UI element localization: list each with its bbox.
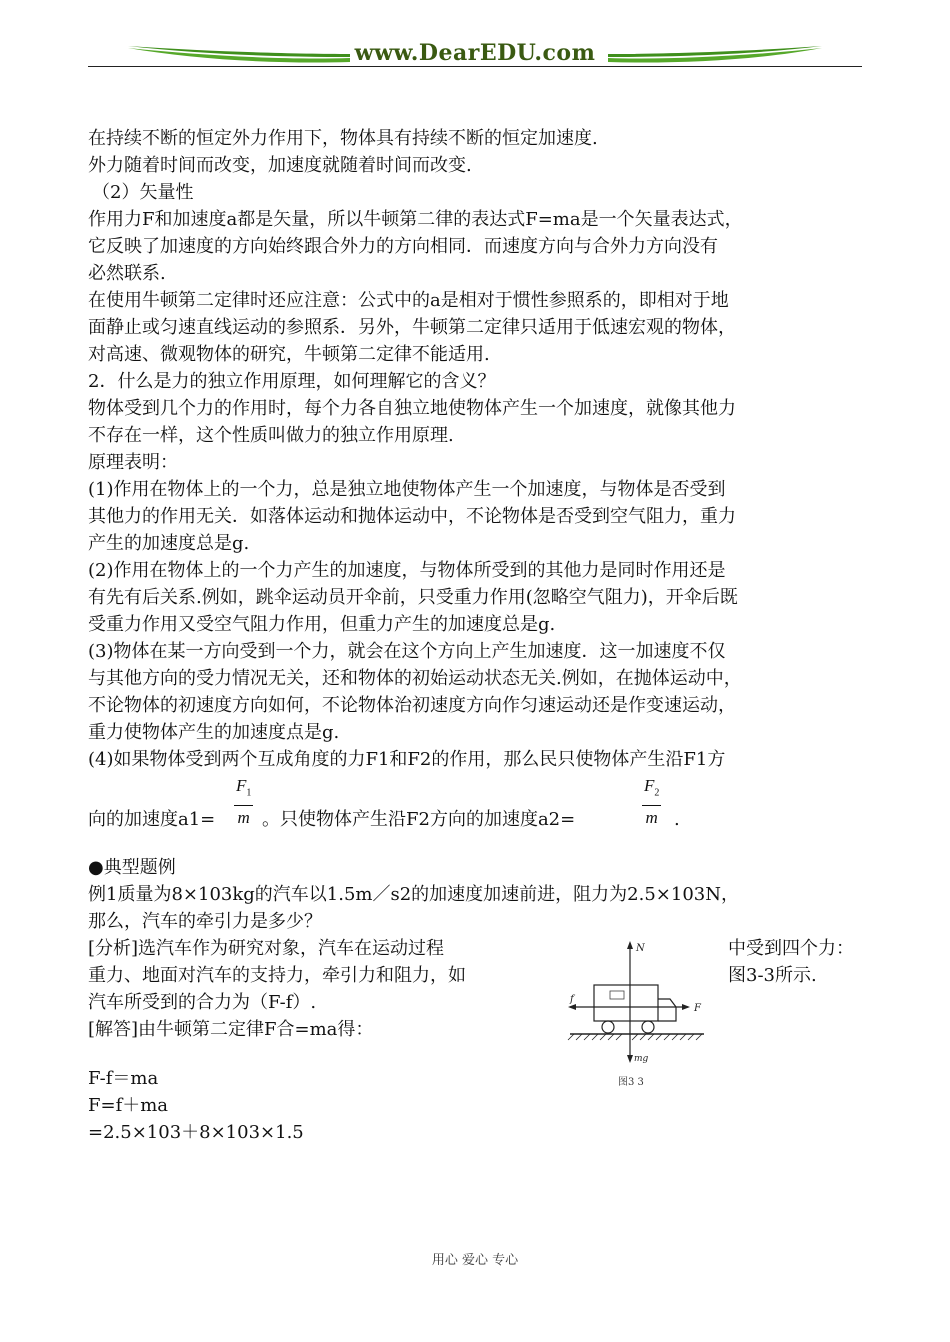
solution-line: F=f＋ma [88,1095,169,1116]
fraction-numerator: $F_2$ [642,776,661,806]
figure-caption: 图3 3 [618,1077,644,1088]
paragraph-line: 外力随着时间而改变，加速度就随着时间而改变. [88,155,472,176]
formula-line [88,776,868,834]
formula-text-a1: 向的加速度a1= [88,809,216,830]
paragraph-line: 重力使物体产生的加速度点是g. [88,722,340,743]
paragraph-line: 与其他方向的受力情况无关，还和物体的初始运动状态无关.例如，在抛体运动中， [88,668,742,689]
paragraph-line: 作用力F和加速度a都是矢量，所以牛顿第二律的表达式F=ma是一个矢量表达式， [88,209,743,230]
label-F: F [694,1003,701,1014]
analysis-line: 汽车所受到的合力为（F-f）. [88,992,317,1013]
solution-line: =2.5×103＋8×103×1.5 [88,1122,304,1143]
analysis-line: 中受到四个力： [728,938,854,959]
fraction-denominator: m [645,808,658,828]
document-body [88,125,868,1146]
paragraph-line: 必然联系. [88,263,166,284]
force-diagram-figure [564,939,724,1091]
page-footer: 用心 爱心 专心 [431,1253,519,1268]
paragraph-line: 有先有后关系.例如，跳伞运动员开伞前，只受重力作用(忽略空气阻力)，开伞后既 [88,587,738,608]
fraction-numerator: $F_1$ [234,776,253,806]
formula-text-end: . [674,809,680,830]
paragraph-line: (1)作用在物体上的一个力，总是独立地使物体产生一个加速度，与物体是否受到 [88,479,726,500]
fraction-f2-over-m [642,776,661,829]
header-rule [88,66,862,67]
paragraph-line: 对高速、微观物体的研究，牛顿第二定律不能适用. [88,344,490,365]
analysis-line: 重力、地面对汽车的支持力，牵引力和阻力，如 [88,965,466,986]
fraction-f1-over-m [234,776,253,829]
paragraph-line: 受重力作用又受空气阻力作用，但重力产生的加速度总是g. [88,614,556,635]
section-heading: ●典型题例 [88,857,176,878]
paragraph-line: 不存在一样，这个性质叫做力的独立作用原理. [88,425,454,446]
label-mg: mg [634,1054,649,1064]
paragraph-line: 原理表明： [88,452,178,473]
formula-text-a2: 。只使物体产生沿F2方向的加速度a2= [262,809,576,830]
paragraph-line: 物体受到几个力的作用时，每个力各自独立地使物体产生一个加速度，就像其他力 [88,398,736,419]
label-N: N [636,943,645,954]
site-brand-text[interactable]: www.DearEDU.com [354,40,596,66]
fraction-denominator: m [237,808,250,828]
paragraph-line: 面静止或匀速直线运动的参照系．另外，牛顿第二定律只适用于低速宏观的物体， [88,317,736,338]
example-line: 例1质量为8×103kg的汽车以1.5m／s2的加速度加速前进，阻力为2.5×103N， [88,884,739,905]
solution-heading: [解答]由牛顿第二定律F合=ma得： [88,1019,374,1040]
paragraph-line: (3)物体在某一方向受到一个力，就会在这个方向上产生加速度．这一加速度不仅 [88,641,726,662]
solution-line: F-f＝ma [88,1068,159,1089]
paragraph-line: (2)作用在物体上的一个力产生的加速度，与物体所受到的其他力是同时作用还是 [88,560,726,581]
example-line: 那么，汽车的牵引力是多少？ [88,911,322,932]
paragraph-line: 其他力的作用无关．如落体运动和抛体运动中，不论物体是否受到空气阻力，重力 [88,506,736,527]
label-f: f [570,994,574,1005]
question-heading: 2．什么是力的独立作用原理，如何理解它的含义？ [88,371,496,392]
paragraph-line: 不论物体的初速度方向如何，不论物体治初速度方向作匀速运动还是作变速运动， [88,695,736,716]
spacer [88,834,868,854]
paragraph-line: 产生的加速度总是g. [88,533,250,554]
paragraph-line: (4)如果物体受到两个互成角度的力F1和F2的作用，那么民只使物体产生沿F1方 [88,749,726,770]
paragraph-line: 在使用牛顿第二定律时还应注意：公式中的a是相对于惯性参照系的，即相对于地 [88,290,729,311]
paragraph-line: 在持续不断的恒定外力作用下，物体具有持续不断的恒定加速度. [88,128,598,149]
subheading-vector: （2）矢量性 [92,182,194,203]
analysis-line: 图3-3所示. [728,965,817,986]
paragraph-line: 它反映了加速度的方向始终跟合外力的方向相同．而速度方向与合外力方向没有 [88,236,718,257]
analysis-line: [分析]选汽车作为研究对象，汽车在运动过程 [88,938,445,959]
